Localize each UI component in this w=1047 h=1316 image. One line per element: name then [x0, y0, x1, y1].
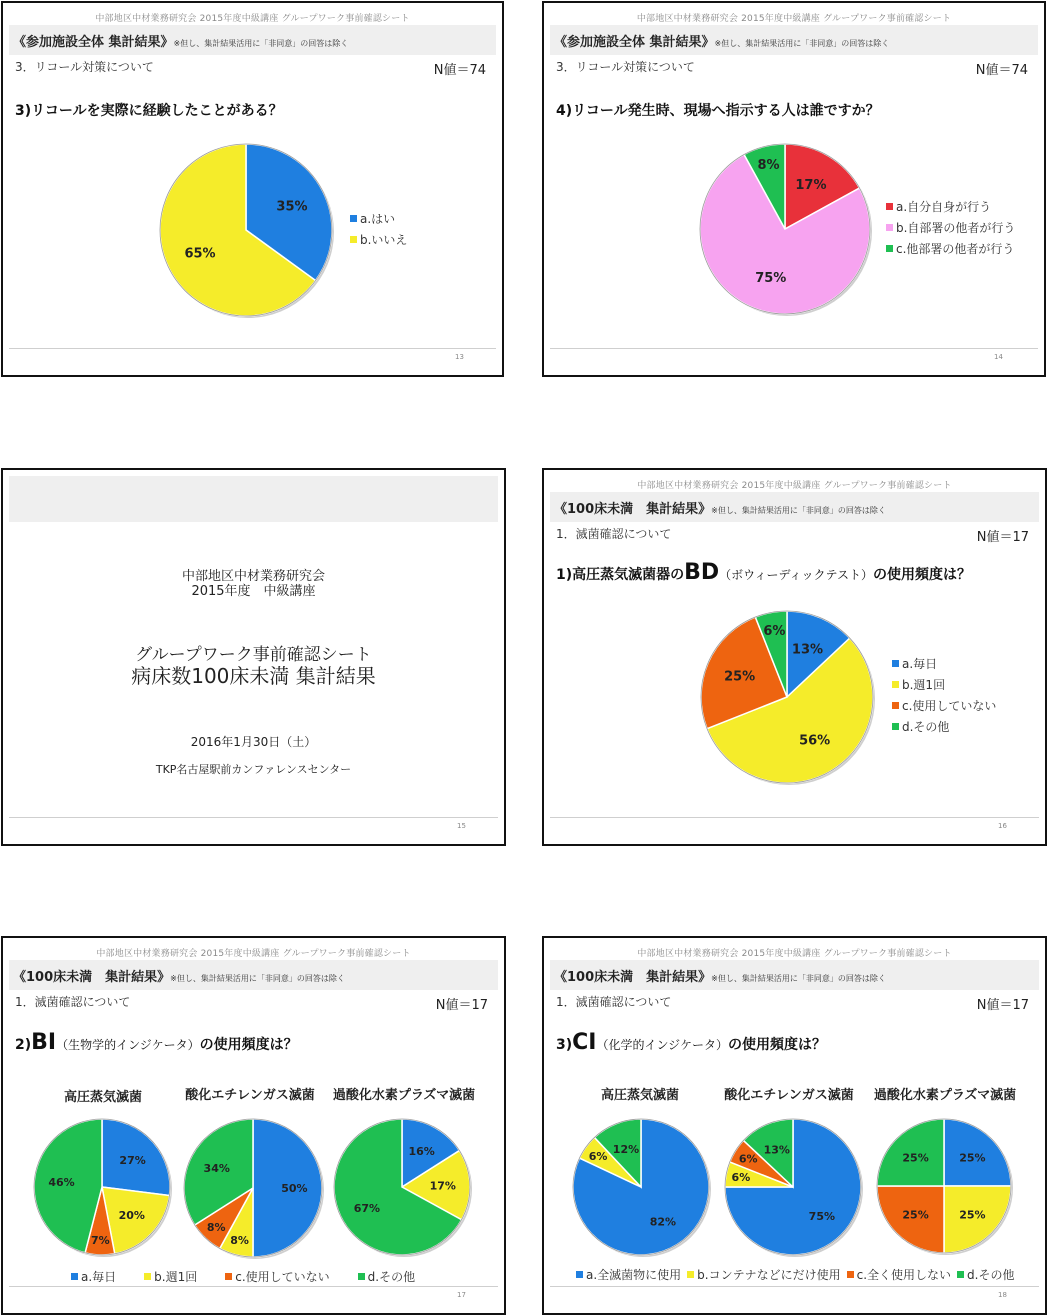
legend-label: b.週1回: [154, 1270, 198, 1284]
legend-swatch: [350, 236, 357, 243]
heading-text: 《参加施設全体 集計結果》: [554, 35, 715, 50]
pie-data-label: 34%: [203, 1162, 230, 1176]
slide-heading: [554, 498, 886, 517]
question-text: [15, 1030, 298, 1055]
pie-data-label: 35%: [276, 199, 308, 215]
legend-item: [350, 230, 407, 251]
legend-swatch: [886, 203, 893, 210]
pie-data-label: 75%: [808, 1209, 836, 1223]
legend-label: b.週1回: [902, 678, 946, 692]
legend-swatch: [847, 1271, 854, 1278]
legend-label: b.コンテナなどにだけ使用: [697, 1268, 841, 1282]
header-topline: 中部地区中材業務研究会 2015年度中級講座 グループワーク事前確認シート: [95, 14, 410, 24]
slide-17: [1, 936, 506, 1315]
pie-data-label: 25%: [902, 1151, 929, 1165]
page-number: 14: [994, 353, 1003, 361]
footer-line: [9, 348, 496, 349]
legend-label: a.はい: [360, 212, 396, 226]
pie-data-label: 25%: [959, 1208, 986, 1222]
slide-heading: [554, 966, 886, 985]
legend-label: d.その他: [367, 1270, 416, 1284]
legend-label: a.全滅菌物に使用: [586, 1268, 682, 1282]
legend-swatch: [886, 245, 893, 252]
pie-data-label: 20%: [118, 1208, 145, 1222]
pie-data-label: 7%: [90, 1234, 110, 1248]
question-text: 4)リコール発生時、現場へ指示する人は誰ですか？: [556, 103, 880, 119]
footer-line: [9, 1286, 498, 1287]
heading-text: 《参加施設全体 集計結果》: [13, 35, 174, 50]
legend-item: [71, 1270, 116, 1284]
pie-data-label: 16%: [408, 1145, 435, 1159]
pie-data-label: 50%: [281, 1182, 308, 1195]
legend-item: [886, 218, 1015, 239]
heading-note: ※但し、集計結果活用に「非同意」の回答は除く: [173, 39, 349, 48]
header-topline: 中部地区中材業務研究会 2015年度中級講座 グループワーク事前確認シート: [96, 949, 411, 959]
question-term-desc: （生物学的インジケータ）: [56, 1038, 200, 1052]
question-pre: 2): [15, 1037, 32, 1053]
question-term-desc: （ボウィーディックテスト）: [719, 568, 874, 582]
legend-swatch: [892, 723, 899, 730]
title-line-1: グループワーク事前確認シート: [135, 645, 372, 665]
pie-data-label: 12%: [612, 1143, 640, 1157]
legend-item: [350, 209, 407, 230]
pie-chart-c17b: [183, 1118, 323, 1258]
question-post: の使用頻度は？: [199, 1037, 298, 1053]
legend-item: [892, 675, 996, 696]
chart-title: 高圧蒸気滅菌: [600, 1088, 679, 1103]
legend-item: [892, 654, 996, 675]
legend-swatch: [892, 702, 899, 709]
pie-data-label: 56%: [799, 733, 831, 749]
footer-line: [550, 817, 1039, 818]
legend-c14: [886, 197, 1015, 260]
legend-swatch: [892, 681, 899, 688]
section-title: 1．滅菌確認について: [556, 527, 672, 541]
legend-swatch: [687, 1271, 694, 1278]
pie-chart-c18b: [724, 1118, 862, 1256]
heading-note: ※但し、集計結果活用に「非同意」の回答は除く: [170, 974, 345, 983]
legend-item: [892, 696, 996, 717]
heading-note: ※但し、集計結果活用に「非同意」の回答は除く: [711, 974, 886, 983]
legend-label: a.自分自身が行う: [896, 200, 992, 214]
legend-swatch: [71, 1273, 78, 1280]
legend-item: [687, 1268, 840, 1282]
slide-15: [1, 468, 506, 846]
heading-text: 《100床未満 集計結果》: [554, 502, 712, 517]
title-band: [9, 476, 498, 522]
legend-swatch: [144, 1273, 151, 1280]
page-number: 16: [998, 822, 1007, 830]
footer-line: [550, 1286, 1039, 1287]
pie-chart-c16: [700, 610, 874, 784]
pie-data-label: 25%: [724, 669, 756, 685]
question-term: BI: [31, 1030, 57, 1055]
page-number: 17: [457, 1291, 466, 1299]
legend-label: d.その他: [902, 720, 950, 734]
section-title: 1．滅菌確認について: [556, 995, 672, 1009]
slide-18: [542, 936, 1047, 1315]
legend-item: [886, 197, 1015, 218]
legend-item: [886, 239, 1015, 260]
pie-chart-c14: [699, 143, 871, 315]
section-title: 1．滅菌確認について: [15, 995, 131, 1009]
legend-label: c.全く使用しない: [856, 1268, 952, 1282]
legend-item: [358, 1270, 415, 1284]
section-title: 3．リコール対策について: [15, 60, 154, 74]
course-name: 2015年度 中級講座: [191, 584, 316, 599]
legend-label: c.他部署の他者が行う: [896, 242, 1015, 256]
title-line-2: 病床数100床未満 集計結果: [131, 664, 376, 688]
footer-line: [550, 348, 1038, 349]
n-value: N値＝17: [976, 998, 1029, 1013]
legend-item: [576, 1268, 681, 1282]
legend-label: a.毎日: [81, 1270, 117, 1284]
legend-label: c.使用していない: [902, 699, 997, 713]
pie-chart-c18c: [876, 1118, 1012, 1254]
pie-chart-c17a: [33, 1118, 171, 1256]
page-number: 18: [998, 1291, 1007, 1299]
pie-chart-c18a: [572, 1118, 710, 1256]
heading-text: 《100床未満 集計結果》: [13, 970, 171, 985]
legend-swatch: [886, 224, 893, 231]
pie-data-label: 82%: [649, 1215, 677, 1229]
chart-title: 過酸化水素プラズマ滅菌: [873, 1088, 1017, 1103]
slide-heading: [13, 31, 348, 50]
chart-title: 高圧蒸気滅菌: [63, 1090, 142, 1105]
slide-14: [542, 1, 1046, 377]
legend-item: [847, 1268, 951, 1282]
legend-label: b.いいえ: [360, 233, 408, 247]
question-term: BD: [684, 560, 720, 585]
header-topline: 中部地区中材業務研究会 2015年度中級講座 グループワーク事前確認シート: [637, 949, 952, 959]
question-pre: 3): [556, 1037, 573, 1053]
footer-line: [9, 817, 498, 818]
legend-item: [892, 717, 996, 738]
question-text: [556, 1030, 826, 1055]
pie-data-label: 67%: [353, 1201, 381, 1215]
question-post: の使用頻度は？: [727, 1037, 826, 1053]
n-value: N値＝17: [435, 998, 488, 1013]
heading-note: ※但し、集計結果活用に「非同意」の回答は除く: [714, 39, 890, 48]
pie-data-label: 8%: [206, 1221, 226, 1235]
pie-data-label: 6%: [588, 1149, 608, 1163]
pie-data-label: 25%: [959, 1151, 986, 1165]
heading-text: 《100床未満 集計結果》: [554, 970, 712, 985]
section-title: 3．リコール対策について: [556, 60, 695, 74]
pie-data-label: 8%: [757, 157, 780, 173]
question-post: の使用頻度は？: [873, 567, 972, 583]
legend-item: [144, 1270, 197, 1284]
pie-data-label: 17%: [795, 178, 827, 194]
slide-13: [1, 1, 504, 377]
header-topline: 中部地区中材業務研究会 2015年度中級講座 グループワーク事前確認シート: [637, 481, 952, 491]
header-topline: 中部地区中材業務研究会 2015年度中級講座 グループワーク事前確認シート: [636, 14, 952, 24]
question-text: [556, 560, 971, 585]
question-text: 3)リコールを実際に経験したことがある？: [15, 103, 283, 119]
page-number: 13: [455, 353, 464, 361]
question-term: CI: [572, 1030, 597, 1055]
legend-swatch: [576, 1271, 583, 1278]
pie-data-label: 6%: [731, 1171, 751, 1185]
legend-s17: [71, 1268, 443, 1285]
pie-data-label: 8%: [230, 1234, 249, 1248]
pie-data-label: 27%: [119, 1154, 146, 1168]
slide-heading: [554, 31, 889, 50]
legend-c16: [892, 654, 996, 738]
pie-chart-c17c: [333, 1118, 471, 1256]
event-date: 2016年1月30日（土）: [190, 735, 317, 749]
n-value: N値＝74: [975, 63, 1028, 78]
n-value: N値＝74: [433, 63, 486, 78]
legend-swatch: [957, 1271, 964, 1278]
pie-data-label: 13%: [763, 1143, 790, 1157]
slide-heading: [13, 966, 345, 985]
pie-chart-c13: [159, 143, 333, 317]
chart-title: 酸化エチレンガス滅菌: [724, 1088, 854, 1103]
legend-swatch: [892, 660, 899, 667]
legend-swatch: [358, 1273, 365, 1280]
question-term-desc: （化学的インジケータ）: [596, 1038, 728, 1052]
legend-swatch: [350, 215, 357, 222]
legend-swatch: [225, 1273, 232, 1280]
chart-title: 酸化エチレンガス滅菌: [185, 1088, 315, 1103]
heading-note: ※但し、集計結果活用に「非同意」の回答は除く: [711, 506, 886, 515]
pie-data-label: 13%: [791, 642, 824, 658]
pie-data-label: 75%: [755, 270, 787, 286]
legend-label: c.使用していない: [235, 1270, 330, 1284]
legend-item: [225, 1270, 329, 1284]
pie-data-label: 6%: [738, 1152, 758, 1166]
chart-title: 過酸化水素プラズマ滅菌: [332, 1088, 476, 1103]
page-number: 15: [457, 822, 466, 830]
event-venue: TKP名古屋駅前カンファレンスセンター: [155, 763, 352, 776]
legend-label: b.自部署の他者が行う: [896, 221, 1016, 235]
legend-c13: [350, 209, 407, 251]
pie-data-label: 65%: [184, 246, 216, 262]
legend-s18: [576, 1266, 1020, 1283]
pie-data-label: 46%: [48, 1175, 75, 1189]
pie-data-label: 6%: [763, 624, 786, 640]
legend-label: a.毎日: [902, 657, 938, 671]
pie-data-label: 17%: [429, 1179, 456, 1193]
pie-data-label: 25%: [902, 1208, 929, 1222]
slide-16: [542, 468, 1047, 846]
question-pre: 1)高圧蒸気滅菌器の: [556, 567, 685, 583]
legend-item: [957, 1268, 1014, 1282]
legend-label: d.その他: [967, 1268, 1015, 1282]
n-value: N値＝17: [976, 530, 1029, 545]
org-name: 中部地区中材業務研究会: [181, 569, 325, 584]
